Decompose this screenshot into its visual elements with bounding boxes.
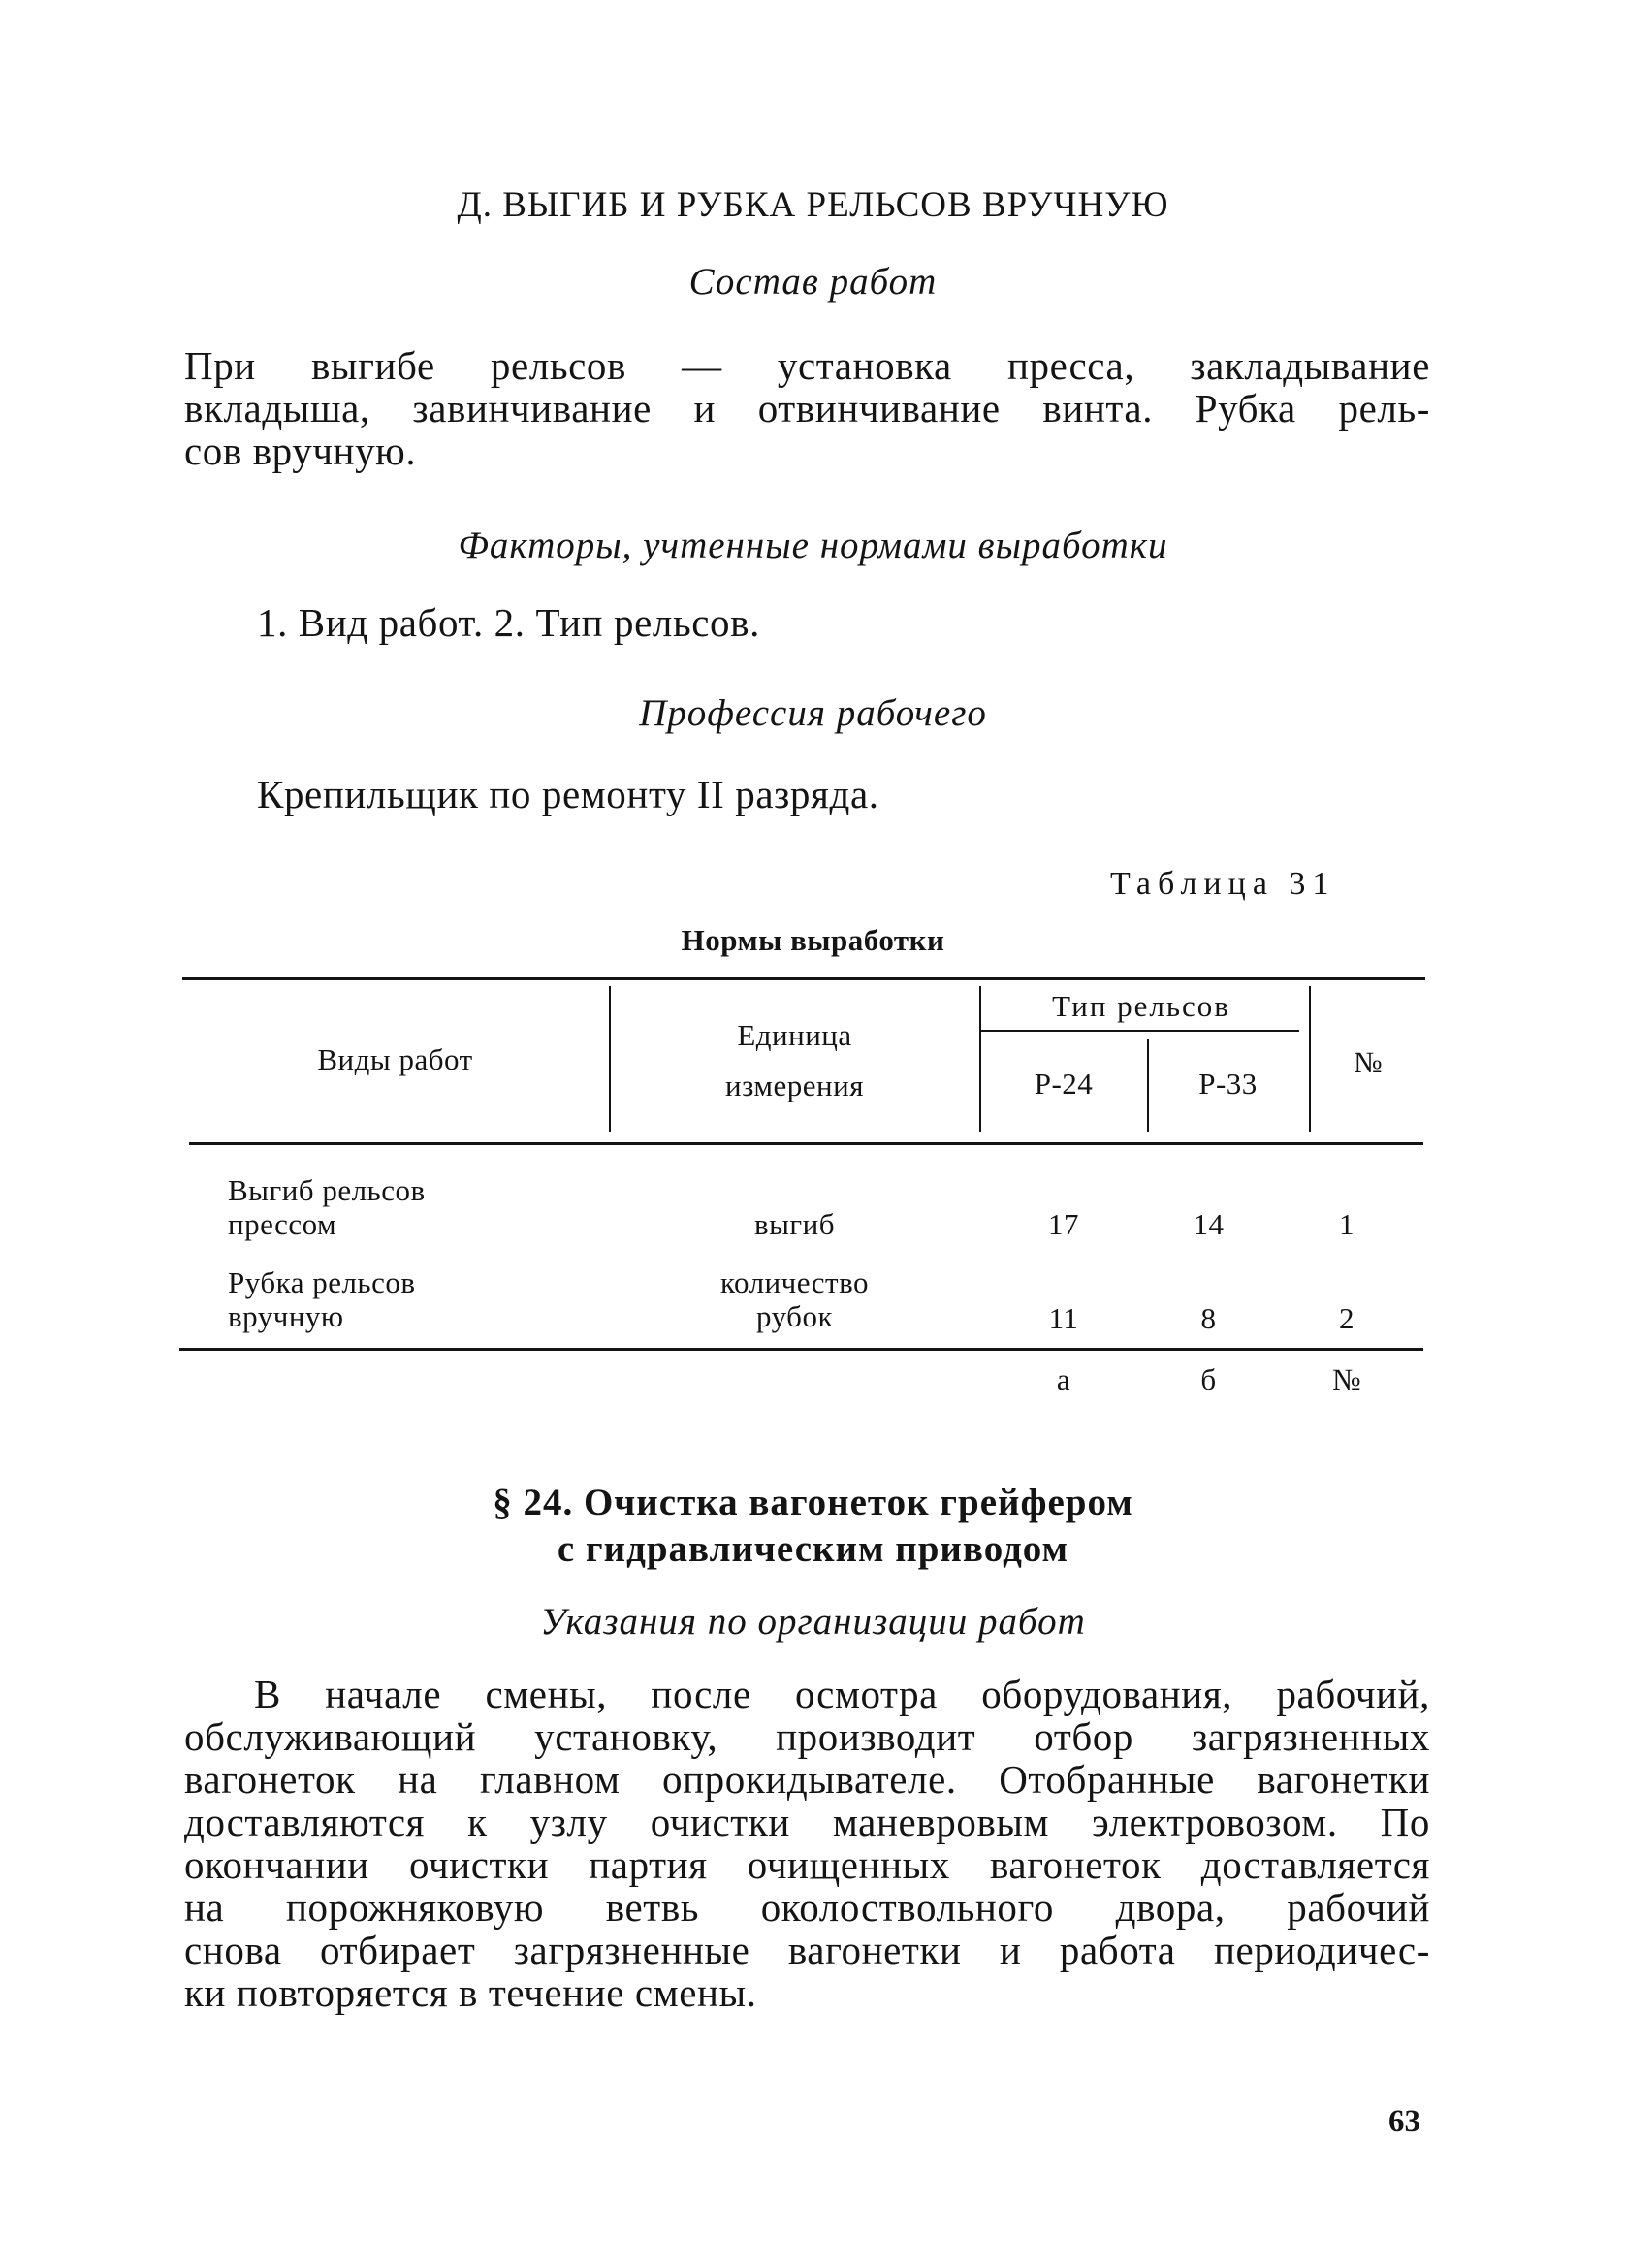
composition-heading: Состав работ xyxy=(688,261,938,303)
paragraph-line: окончании очистки партия очищенных вагонеток доставляется xyxy=(184,1842,1430,1887)
row-number: 2 xyxy=(1339,1301,1355,1335)
row-unit-line2: выгиб xyxy=(753,1207,836,1241)
composition-line: вкладыша, завинчивание и отвинчивание винта. Рубка рель- xyxy=(184,386,1430,431)
row-r24-value: 17 xyxy=(1048,1207,1079,1241)
row-r33-value: 14 xyxy=(1193,1207,1225,1241)
header-r24: Р-24 xyxy=(1034,1067,1094,1101)
table-number: Таблица 31 xyxy=(1110,866,1336,902)
instructions-paragraph xyxy=(184,1673,1430,2014)
footer-label-b: б xyxy=(1200,1362,1217,1396)
paragraph-line: В начале смены, после осмотра оборудования, рабочий, xyxy=(254,1672,1430,1716)
header-number: № xyxy=(1353,1045,1384,1079)
row-r33-value: 8 xyxy=(1200,1301,1217,1335)
profession-text: Крепильщик по ремонту II разряда. xyxy=(257,772,879,816)
header-work-type: Виды работ xyxy=(317,1042,473,1076)
table-title: Нормы выработки xyxy=(681,923,945,957)
row-work-line2: вручную xyxy=(228,1299,344,1333)
row-work-line1: Рубка рельсов xyxy=(228,1265,416,1299)
factors-text: 1. Вид работ. 2. Тип рельсов. xyxy=(257,600,760,645)
row-work-line1: Выгиб рельсов xyxy=(228,1173,426,1207)
row-unit-line1: количество xyxy=(720,1265,869,1299)
paragraph-line: ки повторяется в течение смены. xyxy=(184,1970,757,2015)
rail-type-rule xyxy=(981,1030,1299,1032)
section-title: Д. ВЫГИБ И РУБКА РЕЛЬСОВ ВРУЧНУЮ xyxy=(457,185,1169,225)
header-r33: Р-33 xyxy=(1198,1067,1258,1101)
row-r24-value: 11 xyxy=(1048,1301,1079,1335)
section-24-title-line2: с гидравлическим приводом xyxy=(557,1528,1069,1570)
footer-label-number: № xyxy=(1331,1362,1362,1396)
paragraph-line: обслуживающий установку, производит отбор загрязненных xyxy=(184,1714,1430,1759)
row-number: 1 xyxy=(1339,1207,1355,1241)
header-separator xyxy=(609,986,611,1132)
table-bottom-rule xyxy=(179,1348,1423,1351)
page-number: 63 xyxy=(1388,2104,1420,2139)
header-unit-line1: Единица xyxy=(737,1018,852,1052)
profession-heading: Профессия рабочего xyxy=(639,692,987,734)
footer-label-a: а xyxy=(1056,1362,1071,1396)
instructions-heading: Указания по организации работ xyxy=(540,1601,1086,1643)
paragraph-line: доставляются к узлу очистки маневровым электровозом. По xyxy=(184,1800,1430,1844)
table-top-rule xyxy=(182,977,1425,980)
row-unit-line2: рубок xyxy=(755,1299,834,1333)
header-bottom-rule xyxy=(189,1142,1423,1145)
factors-heading: Факторы, учтенные нормами выработки xyxy=(458,525,1168,566)
composition-paragraph xyxy=(184,344,1430,472)
section-24-title-line1: § 24. Очистка вагонеток грейфером xyxy=(493,1482,1133,1523)
composition-line: сов вручную. xyxy=(184,429,417,473)
header-unit-line2: измерения xyxy=(725,1069,864,1102)
row-work-line2: прессом xyxy=(228,1207,337,1241)
composition-line: При выгибе рельсов — установка пресса, закладывание xyxy=(184,343,1430,388)
paragraph-line: вагонеток на главном опрокидывателе. Отобранные вагонетки xyxy=(184,1757,1430,1802)
paragraph-line: снова отбирает загрязненные вагонетки и работа периодичес- xyxy=(184,1928,1430,1972)
paragraph-line: на порожняковую ветвь околоствольного двора, рабочий xyxy=(184,1885,1430,1930)
header-rail-type: Тип рельсов xyxy=(1052,989,1230,1023)
